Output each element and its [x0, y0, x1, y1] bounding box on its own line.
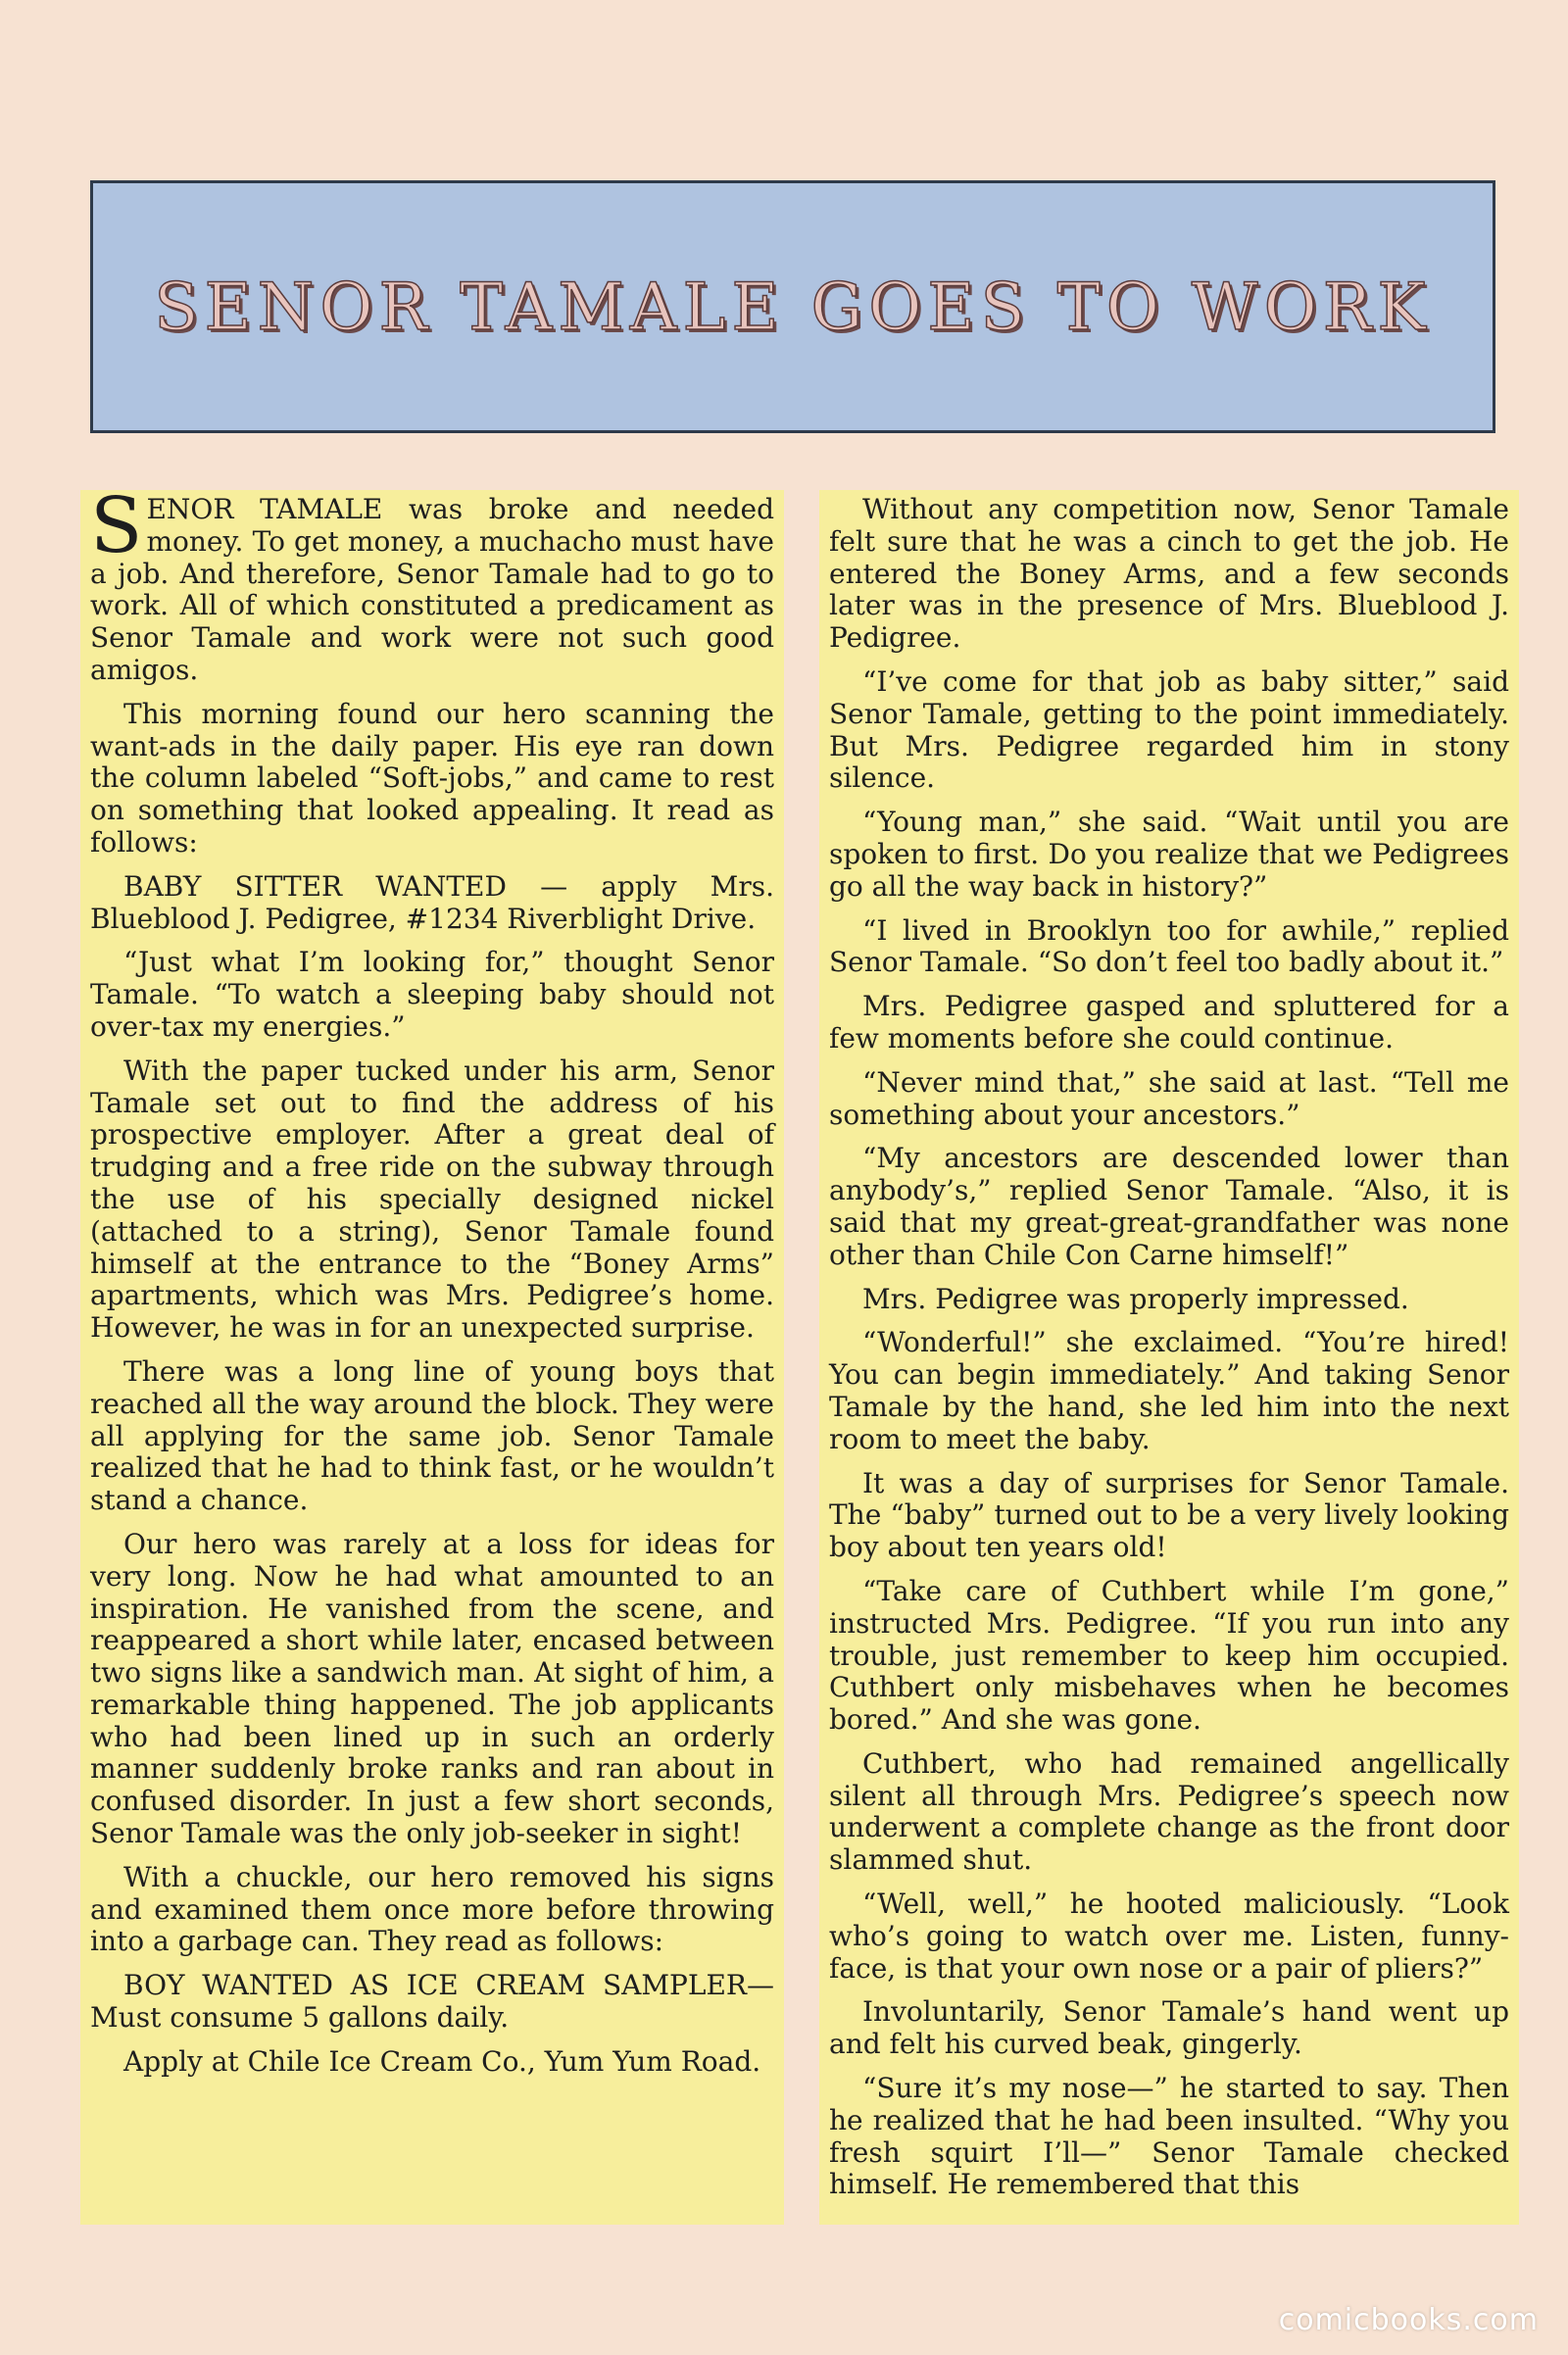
paragraph: Involuntarily, Senor Tamale’s hand went up and felt his curved beak, gingerly. [829, 1995, 1509, 2061]
paragraph: With a chuckle, our hero removed his signs and examined them once more before throwing into a garbage can. They read as follows: [90, 1860, 774, 1958]
paragraph: There was a long line of young boys that reached all the way around the block. They were all applying for the same job. Senor Tamale realized that he had to think fast, or he wouldn’t stand a chance. [90, 1354, 774, 1517]
title-banner [90, 180, 1495, 433]
paragraph: “Well, well,” he hooted maliciously. “Look who’s going to watch over me. Listen, funny-face, is that your own nose or a pair of pliers?” [829, 1888, 1509, 1985]
paragraph: “Just what I’m looking for,” thought Senor Tamale. “To watch a sleeping baby should not over-tax my energies.” [90, 946, 774, 1043]
paragraph: “I’ve come for that job as baby sitter,” said Senor Tamale, getting to the point immediately. But Mrs. Pedigree regarded him in stony silence. [829, 664, 1509, 795]
watermark: comicbooks.com [1278, 2303, 1539, 2337]
drop-cap: S [90, 490, 143, 570]
paragraph: Our hero was rarely at a loss for ideas for very long. Now he had what amounted to an inspiration. He vanished from the scene, and reappeared a short while later, encased between two signs like a sandwich man. At sight of him, a remarkable thing happened. The job applicants who had been lined up in such an orderly manner suddenly broke ranks and ran about in confused disorder. In just a few short seconds, Senor Tamale was the only job-seeker in sight! [90, 1527, 774, 1850]
paragraph: Without any competition now, Senor Tamale felt sure that he was a cinch to get the job. He entered the Boney Arms, and a few seconds later was in the presence of Mrs. Blueblood J. Pedigree. [829, 493, 1509, 655]
paragraph: Mrs. Pedigree was properly impressed. [862, 1282, 1409, 1315]
right-text-column [819, 490, 1519, 2225]
paragraph: “My ancestors are descended lower than anybody’s,” replied Senor Tamale. “Also, it is said that my great-great-grandfather was none other than Chile Con Carne himself!” [829, 1142, 1509, 1271]
paragraph: “Wonderful!” she exclaimed. “You’re hired! You can begin immediately.” And taking Senor Tamale by the hand, she led him into the next room to meet the baby. [829, 1326, 1509, 1455]
paragraph: Apply at Chile Ice Cream Co., Yum Yum Road. [123, 2044, 761, 2078]
paragraph: It was a day of surprises for Senor Tamale. The “baby” turned out to be a very lively looking boy about ten years old! [829, 1466, 1509, 1564]
paragraph: With the paper tucked under his arm, Senor Tamale set out to find the address of his prospective employer. After a great deal of trudging and a free ride on the subway through the use of his specially designed nickel (attached to a string), Senor Tamale found himself at the entrance to the “Boney Arms” apartments, which was Mrs. Pedigree’s home. However, he was in for an unexpected surprise. [90, 1054, 774, 1345]
opening-paragraph [90, 490, 774, 687]
paragraph: BOY WANTED AS ICE CREAM SAMPLER—Must consume 5 gallons daily. [90, 1969, 774, 2035]
paragraph: Cuthbert, who had remained angellically silent all through Mrs. Pedigree’s speech now underwent a complete change as the front door slammed shut. [829, 1746, 1509, 1877]
paragraph: “Never mind that,” she said at last. “Tell me something about your ancestors.” [829, 1065, 1509, 1131]
paragraph: “Sure it’s my nose—” he started to say. Then he realized that he had been insulted. “Why you fresh squirt I’ll—” Senor Tamale checked himself. He remembered that this [829, 2072, 1509, 2201]
paragraph: Mrs. Pedigree gasped and spluttered for a few moments before she could continue. [829, 990, 1509, 1055]
paragraph: “I lived in Brooklyn too for awhile,” replied Senor Tamale. “So don’t feel too badly about it.” [829, 913, 1509, 979]
opening-paragraph-text: ENOR TAMALE was broke and needed money. To get money, a muchacho must have a job. And therefore, Senor Tamale had to go to work. All of which constituted a predicament as Senor Tamale and work were not such good amigos. [90, 493, 774, 686]
paragraph: “Take care of Cuthbert while I’m gone,” instructed Mrs. Pedigree. “If you run into any trouble, just remember to keep him occupied. Cuthbert only misbehaves when he becomes bored.” And she was gone. [829, 1574, 1509, 1737]
paragraph: This morning found our hero scanning the want-ads in the daily paper. His eye ran down the column labeled “Soft-jobs,” and came to rest on something that looked appealing. It read as follows: [90, 697, 774, 859]
paragraph: “Young man,” she said. “Wait until you are spoken to first. Do you realize that we Pedigrees go all the way back in history?” [829, 806, 1509, 903]
story-title: SENOR TAMALE GOES TO WORK [154, 269, 1432, 345]
paragraph: BABY SITTER WANTED — apply Mrs. Blueblood J. Pedigree, #1234 Riverblight Drive. [90, 869, 774, 935]
left-text-column [80, 490, 784, 2225]
